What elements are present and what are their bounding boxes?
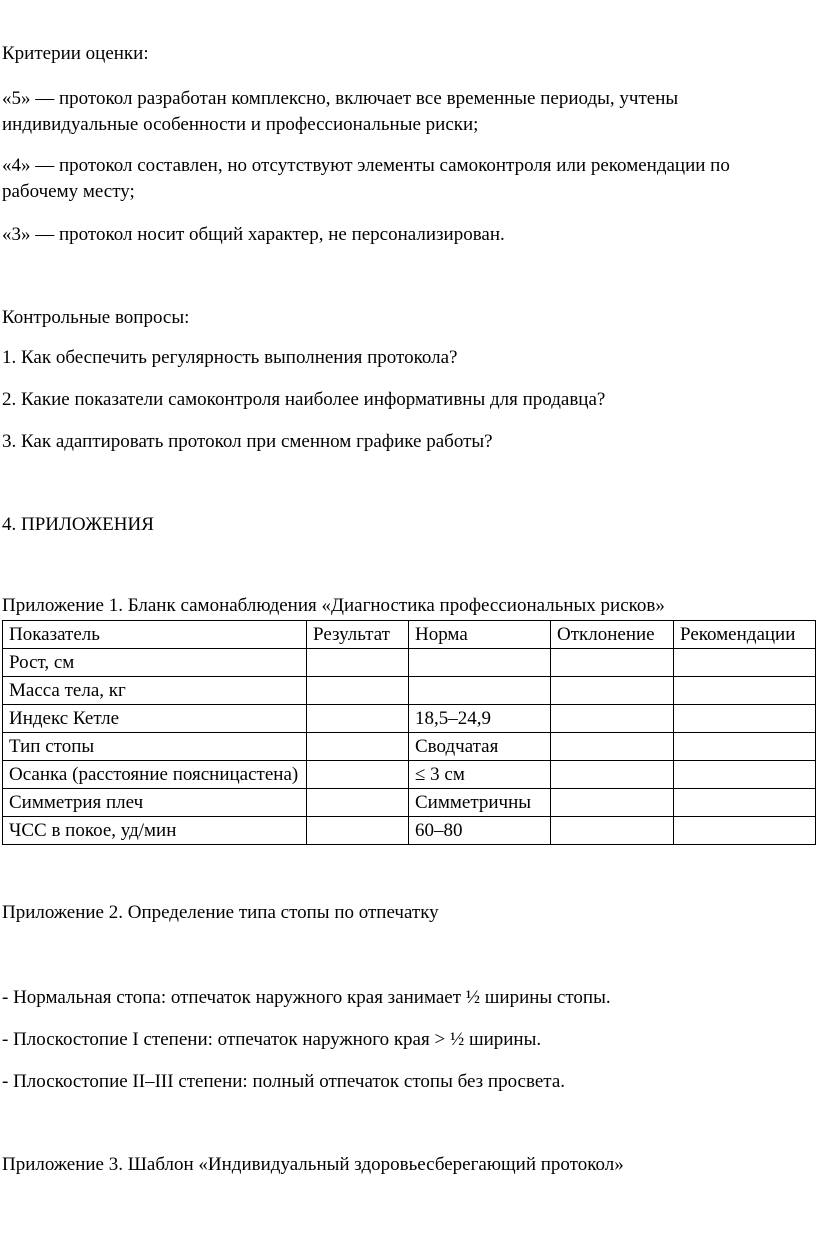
appendix3-title: Приложение 3. Шаблон «Индивидуальный здоровьесберегающий протокол» <box>2 1154 624 1175</box>
table-cell: Осанка (расстояние поясницастена) <box>3 761 307 789</box>
table-cell <box>409 677 551 705</box>
table-cell <box>674 761 816 789</box>
table-cell: Сводчатая <box>409 733 551 761</box>
table-cell <box>551 677 674 705</box>
table-cell <box>674 649 816 677</box>
table-cell <box>674 733 816 761</box>
question-3: 3. Как адаптировать протокол при сменном графике работы? <box>2 431 493 452</box>
table-cell <box>674 817 816 845</box>
table-cell <box>551 789 674 817</box>
self-observation-table <box>2 620 816 845</box>
table-cell: Индекс Кетле <box>3 705 307 733</box>
table-cell <box>307 761 409 789</box>
table-cell: Симметричны <box>409 789 551 817</box>
table-row <box>3 649 816 677</box>
foot-type-flat-1: - Плоскостопие I степени: отпечаток наружного края > ½ ширины. <box>2 1029 542 1050</box>
table-cell: ЧСС в покое, уд/мин <box>3 817 307 845</box>
table-cell <box>551 817 674 845</box>
table-row <box>3 733 816 761</box>
appendix2-title: Приложение 2. Определение типа стопы по отпечатку <box>2 902 439 923</box>
question-2: 2. Какие показатели самоконтроля наиболее информативны для продавца? <box>2 389 606 410</box>
table-cell: 60–80 <box>409 817 551 845</box>
criteria-item-3: «3» — протокол носит общий характер, не персонализирован. <box>2 224 505 245</box>
table-row <box>3 705 816 733</box>
table-cell <box>551 705 674 733</box>
section-title: 4. ПРИЛОЖЕНИЯ <box>2 514 154 535</box>
table-cell <box>551 649 674 677</box>
table-cell <box>674 789 816 817</box>
table-header-cell: Рекомендации <box>674 621 816 649</box>
table-cell: Симметрия плеч <box>3 789 307 817</box>
criteria-item-5: «5» — протокол разработан комплексно, включает все временные периоды, учтены индивидуальные особенности и профессиональные риски; <box>2 88 679 135</box>
table-row <box>3 677 816 705</box>
table-cell: Масса тела, кг <box>3 677 307 705</box>
criteria-item-4: «4» — протокол составлен, но отсутствуют элементы самоконтроля или рекомендации по рабочему месту; <box>2 155 730 202</box>
table-cell: Тип стопы <box>3 733 307 761</box>
criteria-heading: Критерии оценки: <box>2 43 149 64</box>
table-cell <box>674 677 816 705</box>
table-cell <box>551 761 674 789</box>
table-header-row <box>3 621 816 649</box>
table-cell <box>307 677 409 705</box>
table-header-cell: Показатель <box>3 621 307 649</box>
table-row <box>3 789 816 817</box>
table-header-cell: Норма <box>409 621 551 649</box>
table-cell <box>307 817 409 845</box>
appendix1-title: Приложение 1. Бланк самонаблюдения «Диагностика профессиональных рисков» <box>2 595 665 616</box>
table-cell: ≤ 3 см <box>409 761 551 789</box>
foot-type-normal: - Нормальная стопа: отпечаток наружного края занимает ½ ширины стопы. <box>2 987 611 1008</box>
table-cell: 18,5–24,9 <box>409 705 551 733</box>
table-cell <box>307 649 409 677</box>
table-cell: Рост, см <box>3 649 307 677</box>
table-row <box>3 817 816 845</box>
table-cell <box>551 733 674 761</box>
questions-heading: Контрольные вопросы: <box>2 307 190 328</box>
table-cell <box>307 789 409 817</box>
table-header-cell: Результат <box>307 621 409 649</box>
table-cell <box>307 705 409 733</box>
table-cell <box>307 733 409 761</box>
question-1: 1. Как обеспечить регулярность выполнения протокола? <box>2 347 458 368</box>
table-cell <box>674 705 816 733</box>
table-cell <box>409 649 551 677</box>
foot-type-flat-2-3: - Плоскостопие II–III степени: полный отпечаток стопы без просвета. <box>2 1071 566 1092</box>
table-row <box>3 761 816 789</box>
table-header-cell: Отклонение <box>551 621 674 649</box>
